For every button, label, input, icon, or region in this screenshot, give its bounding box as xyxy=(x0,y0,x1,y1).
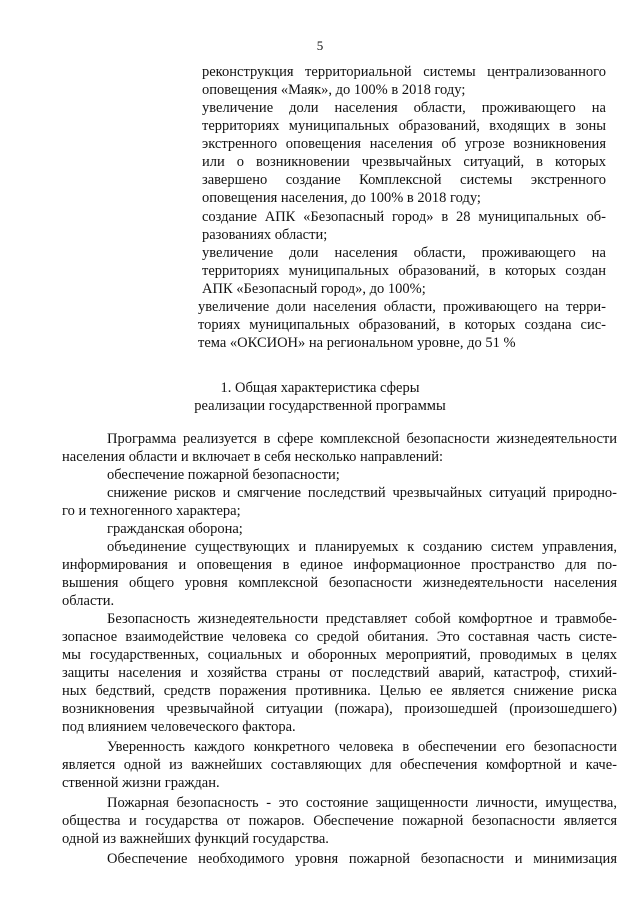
body-line: го и техногенного характера; xyxy=(62,503,241,519)
target-1-line-2: оповещения «Маяк», до 100% в 2018 году; xyxy=(202,82,466,98)
body-line: населения области и включает в себя несколько направлений: xyxy=(62,449,444,465)
body-line: Обеспечение необходимого уровня пожарной безопасности и минимизация xyxy=(107,851,617,867)
target-4-line-2: территориях муниципальных образований, в которых создан xyxy=(202,263,606,279)
body-line: гражданская оборона; xyxy=(107,521,243,537)
target-1-line-1: реконструкция территориальной системы централизованного xyxy=(202,64,606,80)
target-2-line-1: увеличение доли населения области, проживающего на xyxy=(202,100,606,116)
section-title-line-1: 1. Общая характеристика сферы xyxy=(220,380,420,396)
body-line: обеспечение пожарной безопасности; xyxy=(107,467,340,483)
body-line: под влиянием человеческого фактора. xyxy=(62,719,296,735)
body-line: зопасное взаимодействие человека со средой обитания. Это составная часть систе- xyxy=(62,629,617,645)
body-line: ственной жизни граждан. xyxy=(62,775,220,791)
target-4-line-3: АПК «Безопасный город», до 100%; xyxy=(202,281,426,297)
target-2-line-3: экстренного оповещения населения об угрозе возникновения xyxy=(202,136,606,152)
target-2-line-4: или о возникновении чрезвычайных ситуаций, в которых xyxy=(202,154,606,170)
body-line: одной из важнейших функций государства. xyxy=(62,831,329,847)
body-line: Программа реализуется в сфере комплексной безопасности жизнедеятельности xyxy=(107,431,617,447)
section-title-line-2: реализации государственной программы xyxy=(194,398,446,414)
target-2-line-6: оповещения населения, до 100% в 2018 году; xyxy=(202,190,481,206)
target-2-line-2: территориях муниципальных образований, входящих в зоны xyxy=(202,118,606,134)
target-3-line-2: разованиях области; xyxy=(202,227,328,243)
body-line: Безопасность жизнедеятельности представляет собой комфортное и травмобе- xyxy=(107,611,617,627)
page-number: 5 xyxy=(316,38,324,53)
body-line: Пожарная безопасность - это состояние защищенности личности, имущества, xyxy=(107,795,617,811)
body-line: общества и государства от пожаров. Обеспечение пожарной безопасности является xyxy=(62,813,617,829)
body-line: Уверенность каждого конкретного человека в обеспечении его безопасности xyxy=(107,739,617,755)
body-line: объединение существующих и планируемых к созданию систем управления, xyxy=(107,539,617,555)
target-3-line-1: создание АПК «Безопасный город» в 28 муниципальных об- xyxy=(202,209,606,225)
target-2-line-5: завершено создание Комплексной системы экстренного xyxy=(202,172,606,188)
body-line: возникновения чрезвычайной ситуации (пожара), произошедшей (произошедшего) xyxy=(62,701,617,717)
body-line: вышения общего уровня комплексной безопасности жизнедеятельности населения xyxy=(62,575,617,591)
target-5-line-3: тема «ОКСИОН» на региональном уровне, до 51 % xyxy=(198,335,516,351)
body-line: снижение рисков и смягчение последствий чрезвычайных ситуаций природно- xyxy=(107,485,617,501)
body-line: защиты населения и хозяйства страны от последствий аварий, катастроф, стихий- xyxy=(62,665,617,681)
target-4-line-1: увеличение доли населения области, проживающего на xyxy=(202,245,606,261)
body-line: ных бедствий, средств поражения противника. Целью ее является снижение риска xyxy=(62,683,617,699)
body-line: информирования и оповещения в единое информационное пространство для по- xyxy=(62,557,617,573)
target-5-line-1: увеличение доли населения области, проживающего на терри- xyxy=(198,299,606,315)
body-line: мы государственных, социальных и оборонных мероприятий, проводимых в целях xyxy=(62,647,617,663)
body-line: области. xyxy=(62,593,115,609)
body-line: является одной из важнейших составляющих для обеспечения комфортной и каче- xyxy=(62,757,617,773)
target-5-line-2: ториях муниципальных образований, в которых создана сис- xyxy=(198,317,606,333)
